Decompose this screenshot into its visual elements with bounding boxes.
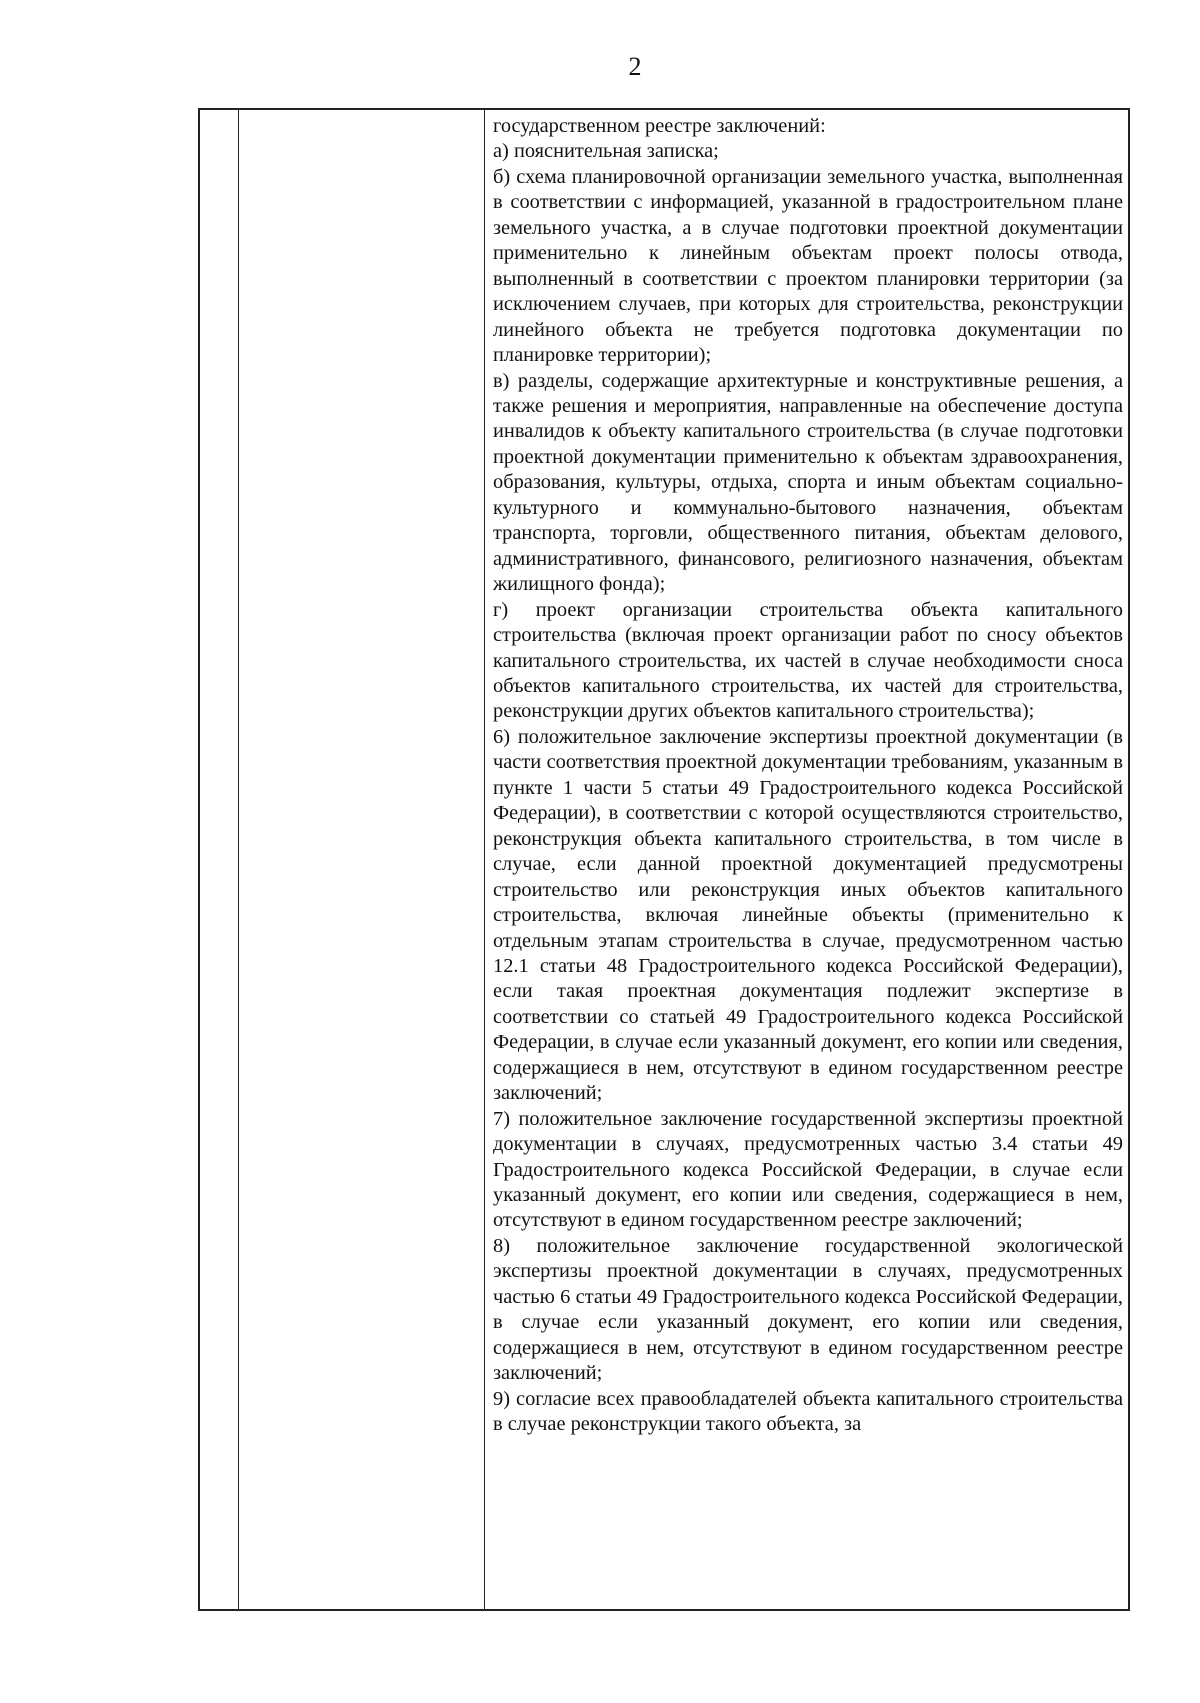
paragraph-registry-tail: государственном реестре заключений: xyxy=(493,115,826,137)
column-divider-1 xyxy=(238,110,239,1609)
content-cell xyxy=(493,114,1123,1438)
paragraph-item-b: б) схема планировочной организации земельного участка, выполненная в соответствии с информацией, указанной в градостроительном плане земельного участка, а в случае подготовки проектной документации применительно к линейным объектам проект полосы отвода, выполненный в соответствии с проектом планировки территории (за исключением случаев, при которых для строительства, реконструкции линейного объекта не требуется подготовка документации по планировке территории); xyxy=(493,165,1123,367)
paragraph-item-a: а) пояснительная записка; xyxy=(493,140,719,163)
paragraph-item-6: 6) положительное заключение экспертизы проектной документации (в части соответствия проектной документации требованиям, указанным в пункте 1 части 5 статьи 49 Градостроительного кодекса Российской Федерации), в соответствии с которой осуществляются строительство, реконструкция объекта капитального строительства, в том числе в случае, если данной проектной документацией предусмотрены строительство или реконструкция иных объектов капитального строительства, включая линейные объекты (применительно к отдельным этапам строительства в случае, предусмотренном частью 12.1 статьи 48 Градостроительного кодекса Российской Федерации), если такая проектная документация подлежит экспертизе в соответствии со статьей 49 Градостроительного кодекса Российской Федерации, в случае если указанный документ, его копии или сведения, содержащиеся в нем, отсутствуют в едином государственном реестре заключений; xyxy=(493,725,1123,1105)
paragraph-item-7: 7) положительное заключение государственной экспертизы проектной документации в случаях, предусмотренных частью 3.4 статьи 49 Градостроительного кодекса Российской Федерации, в случае если указанный документ, его копии или сведения, содержащиеся в нем, отсутствуют в едином государственном реестре заключений; xyxy=(493,1107,1123,1232)
paragraph-item-8: 8) положительное заключение государственной экологической экспертизы проектной документации в случаях, предусмотренных частью 6 статьи 49 Градостроительного кодекса Российской Федерации, в случае если указанный документ, его копии или сведения, содержащиеся в нем, отсутствуют в едином государственном реестре заключений; xyxy=(493,1234,1123,1385)
document-table xyxy=(198,108,1130,1611)
paragraph-item-9: 9) согласие всех правообладателей объекта капитального строительства в случае реконструкции такого объекта, за xyxy=(493,1387,1123,1436)
column-divider-2 xyxy=(484,110,485,1609)
page-number: 2 xyxy=(628,52,642,81)
paragraph-item-v: в) разделы, содержащие архитектурные и конструктивные решения, а также решения и мероприятия, направленные на обеспечение доступа инвалидов к объекту капитального строительства (в случае подготовки проектной документации применительно к объектам здравоохранения, образования, культуры, отдыха, спорта и иным объектам социально-культурного и коммунально-бытового назначения, объектам транспорта, торговли, общественного питания, объектам делового, административного, финансового, религиозного назначения, объектам жилищного фонда); xyxy=(493,369,1123,596)
paragraph-item-g: г) проект организации строительства объекта капитального строительства (включая проект организации работ по сносу объектов капитального строительства, их частей в случае необходимости сноса объектов капитального строительства, их частей для строительства, реконструкции других объектов капитального строительства); xyxy=(493,598,1123,723)
